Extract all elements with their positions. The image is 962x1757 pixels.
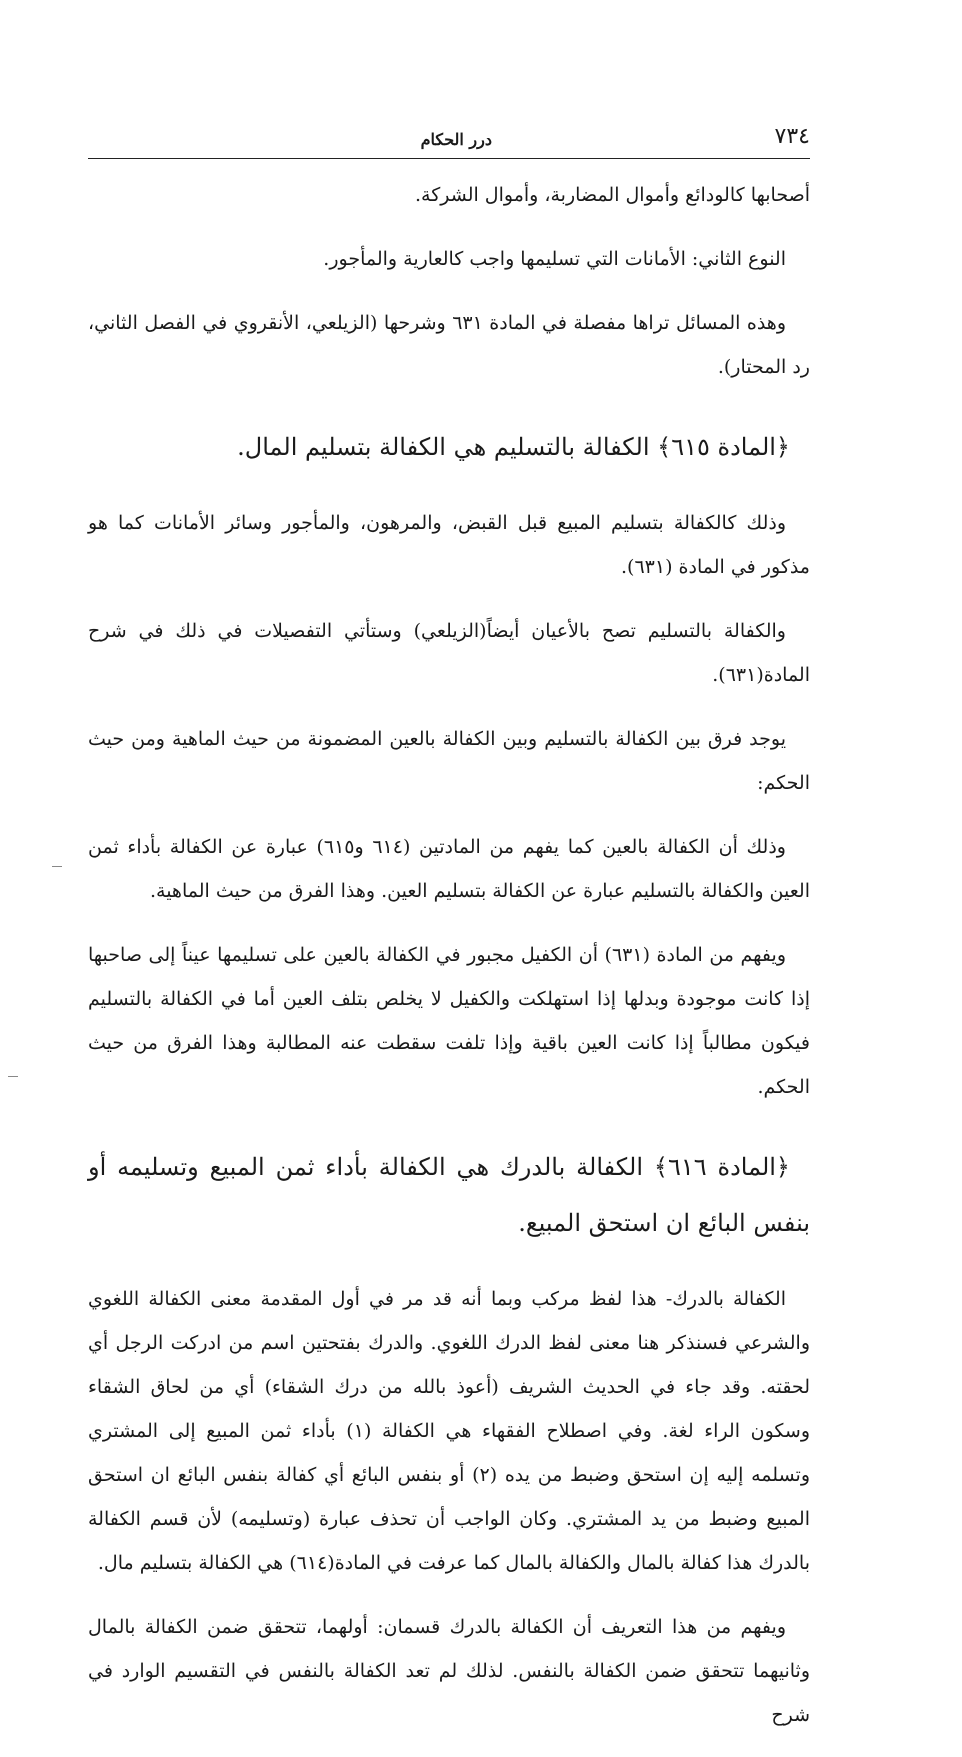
margin-mark [8,1076,18,1077]
paragraph-616-types: ويفهم من هذا التعريف أن الكفالة بالدرك قسمان: أولهما، تتحقق ضمن الكفالة بالمال وثانيهما تتحقق ضمن الكفالة بالنفس. لذلك لم تعد الكفالة بالنفس في التقسيم الوارد في شرح [88,1616,810,1726]
page-body [88,173,810,1737]
book-page [88,118,810,1757]
running-title: درر الحكام [420,130,492,149]
paragraph-616-definition: الكفالة بالدرك- هذا لفظ مركب وبما أنه قد مر في أول المقدمة معنى الكفالة اللغوي والشرعي فسنذكر هنا معنى لفظ الدرك اللغوي. والدرك بفتحتين اسم من ادركت الرجل أي لحقته. وقد جاء في الحديث الشريف (أعوذ بالله من درك الشقاء) أي من لحاق الشقاء وسكون الراء لغة. وفي اصطلاح الفقهاء هي الكفالة (١) بأداء ثمن المبيع إلى المشتري وتسلمه إليه إن استحق وضبط من يده (٢) أو بنفس البائع أي كفالة بنفس البائع ان استحق المبيع وضبط من يد المشتري. وكان الواجب أن تحذف عبارة (وتسليمه) لأن قسم الكفالة بالدرك هذا كفالة بالمال والكفالة بالمال كما عرفت في المادة(٦١٤) هي الكفالة بتسليم مال. [88,1288,810,1574]
article-615-heading: ﴿المادة ٦١٥﴾ الكفالة بالتسليم هي الكفالة بتسليم المال. [237,433,790,461]
paragraph-615-difference: يوجد فرق بين الكفالة بالتسليم وبين الكفالة بالعين المضمونة من حيث الماهية ومن حيث الحكم: [88,728,810,794]
paragraph-615-assets: والكفالة بالتسليم تصح بالأعيان أيضاً(الزيلعي) وستأتي التفصيلات في ذلك في شرح المادة(٦٣١). [88,620,810,686]
page-header [88,118,810,159]
paragraph-continuation: أصحابها كالودائع وأموال المضاربة، وأموال الشركة. [414,184,810,206]
margin-mark [52,866,62,867]
paragraph-615-essence: وذلك أن الكفالة بالعين كما يفهم من المادتين (٦١٤ و٦١٥) عبارة عن الكفالة بأداء ثمن العين والكفالة بالتسليم عبارة عن الكفالة بتسليم العين. وهذا الفرق من حيث الماهية. [88,836,810,902]
paragraph-615-ruling: ويفهم من المادة (٦٣١) أن الكفيل مجبور في الكفالة بالعين على تسليمها عيناً إلى صاحبها إذا كانت موجودة وبدلها إذا استهلكت والكفيل لا يخلص بتلف العين أما في الكفالة بالتسليم فيكون مطالباً إذا كانت العين باقية وإذا تلفت سقطت عنه المطالبة وهذا الفرق من حيث الحكم. [88,944,810,1098]
page-number: ٧٣٤ [774,124,810,149]
paragraph-615-explanation: وذلك كالكفالة بتسليم المبيع قبل القبض، والمرهون، والمأجور وسائر الأمانات كما هو مذكور في المادة (٦٣١). [88,512,810,578]
paragraph-second-type: النوع الثاني: الأمانات التي تسليمها واجب كالعارية والمأجور. [323,248,786,270]
article-616-heading: ﴿المادة ٦١٦﴾ الكفالة بالدرك هي الكفالة بأداء ثمن المبيع وتسليمه أو بنفس البائع ان استحق المبيع. [88,1153,810,1237]
paragraph-references: وهذه المسائل تراها مفصلة في المادة ٦٣١ وشرحها (الزيلعي، الأنقروي في الفصل الثاني، رد المحتار). [88,312,810,378]
